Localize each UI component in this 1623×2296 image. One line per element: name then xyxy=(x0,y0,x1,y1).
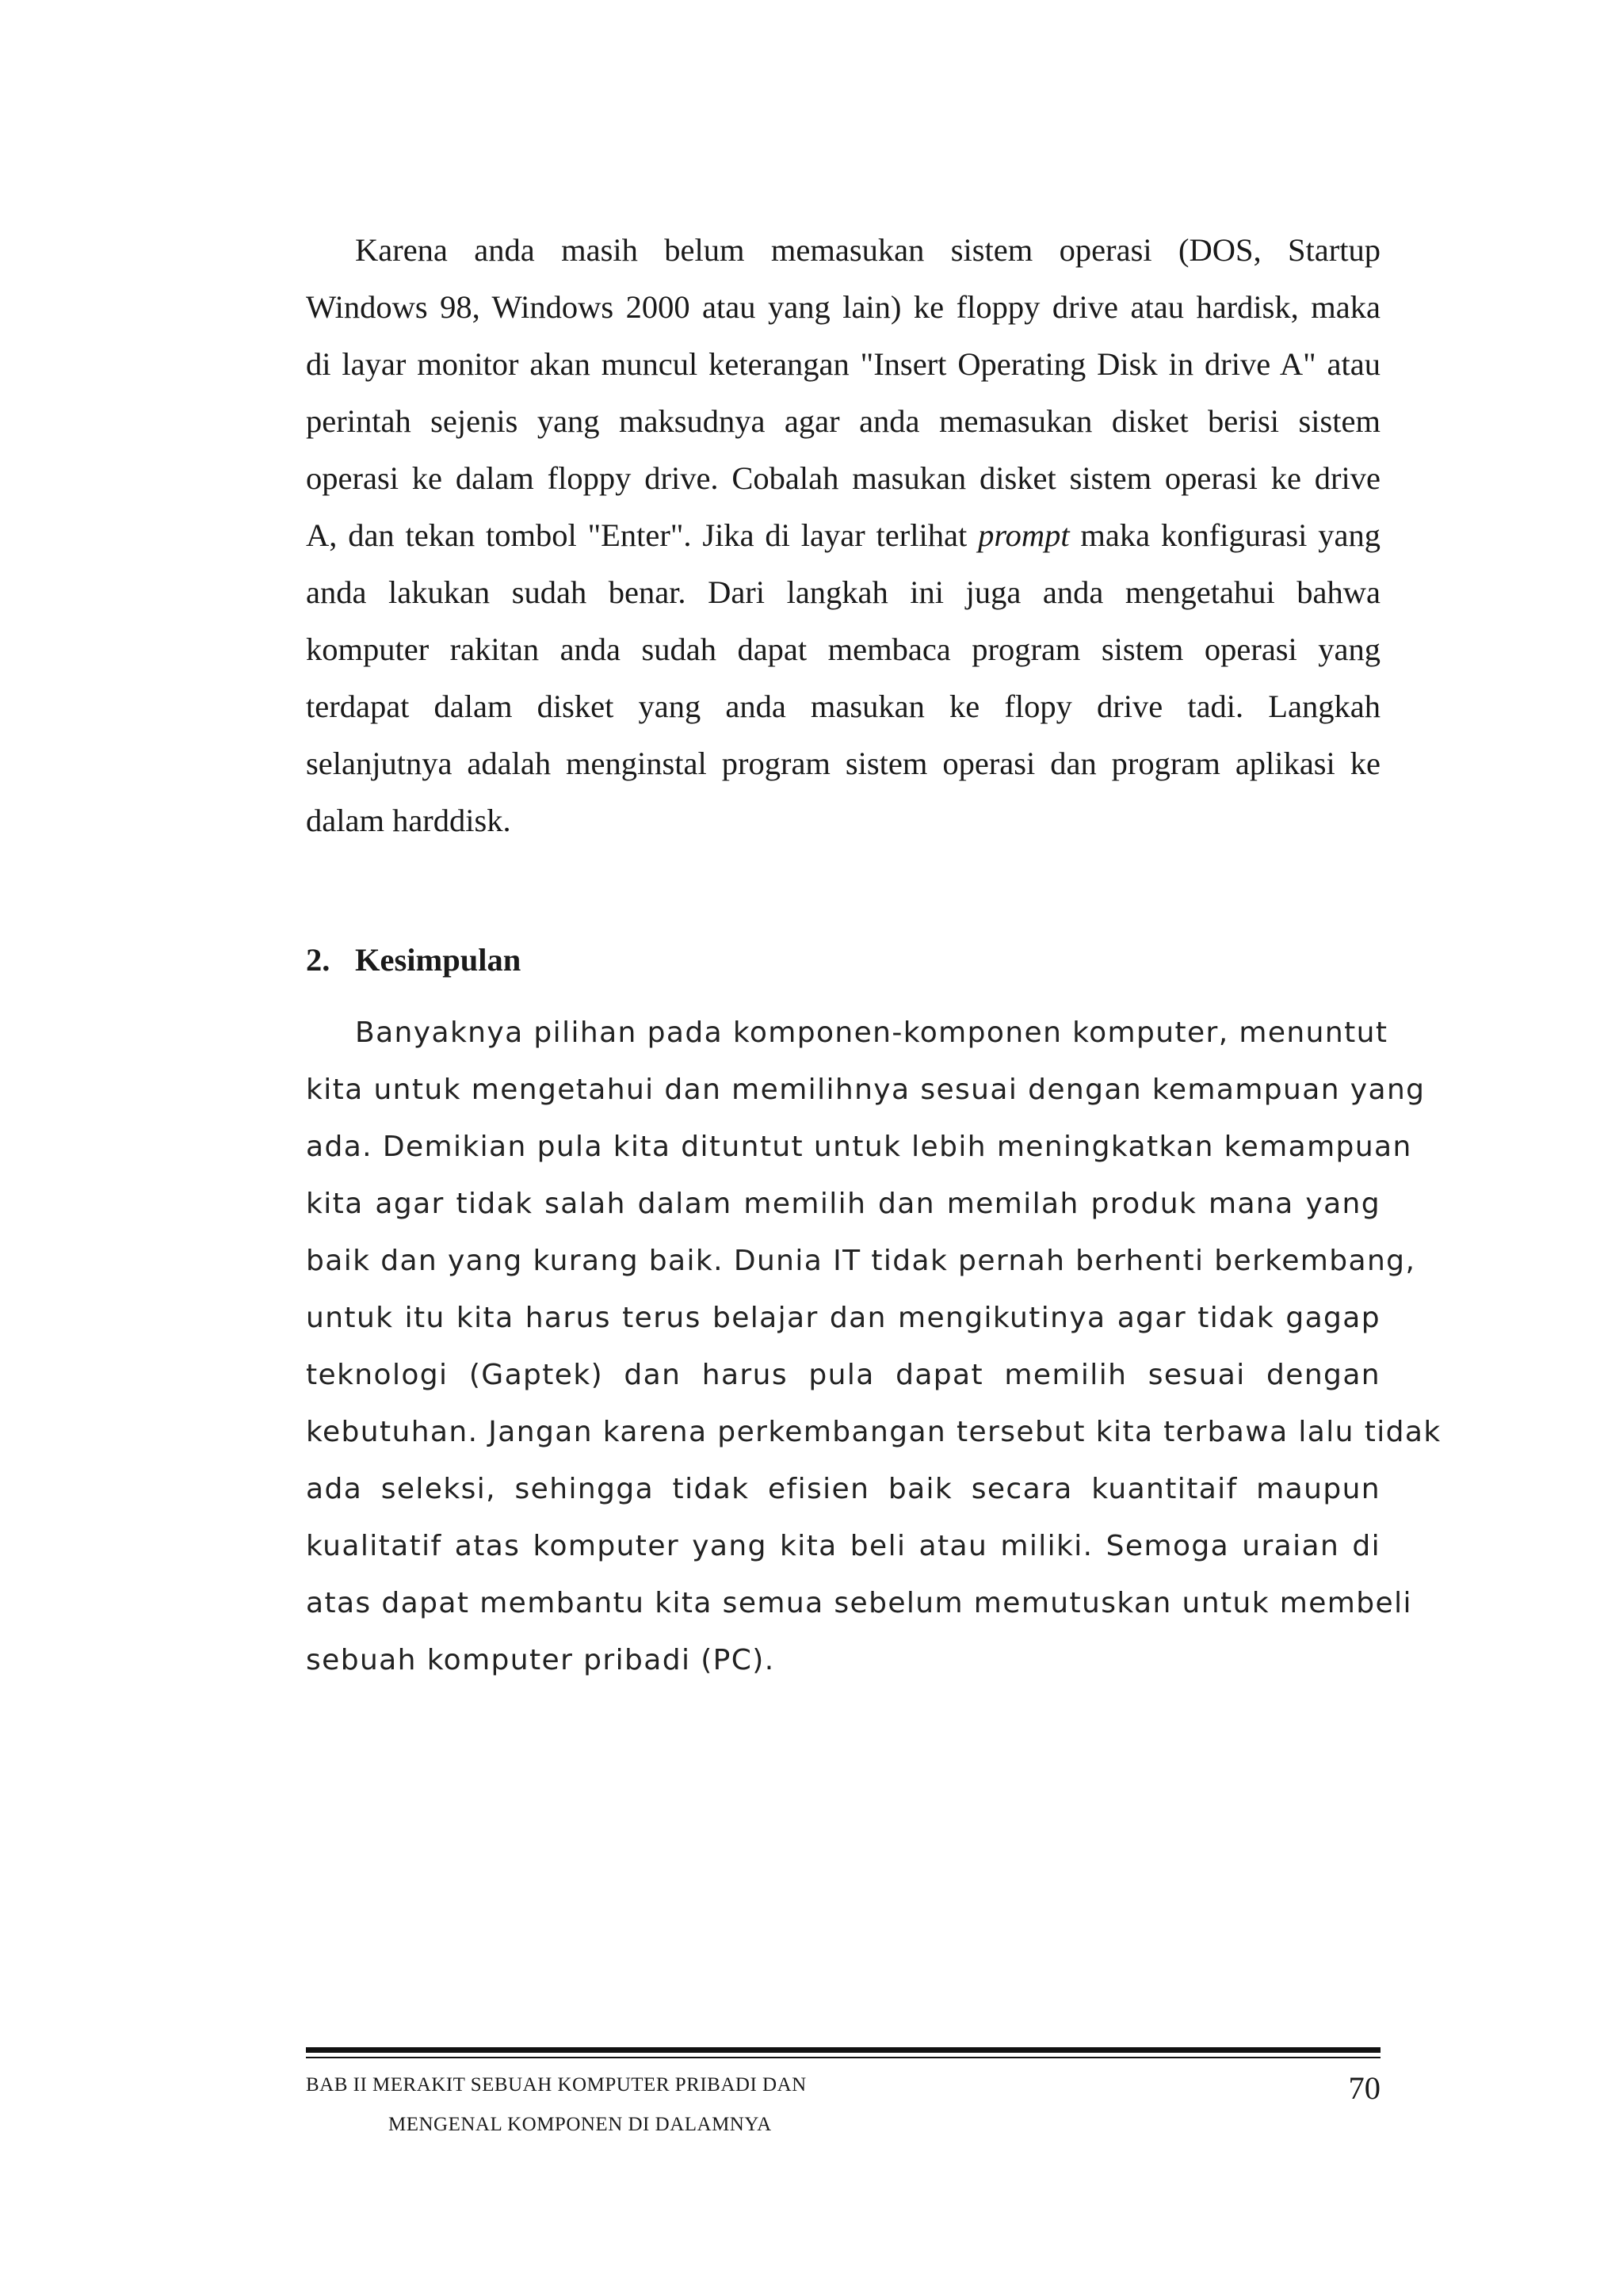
body-paragraph-2 xyxy=(306,1005,1442,1689)
line-text-before: A, dan tekan tombol "Enter". Jika di layar terlihat xyxy=(306,517,979,553)
footer-divider-thin xyxy=(306,2057,1381,2058)
paragraph-line: Banyaknya pilihan pada komponen-komponen komputer, menuntut xyxy=(355,1016,1388,1049)
section-title: Kesimpulan xyxy=(355,942,521,978)
paragraph-line: Karena anda masih belum memasukan sistem operasi (DOS, Startup xyxy=(355,232,1381,268)
paragraph-line: perintah sejenis yang maksudnya agar anda memasukan disket berisi sistem xyxy=(306,403,1381,439)
paragraph-line: anda lakukan sudah benar. Dari langkah ini juga anda mengetahui bahwa xyxy=(306,574,1381,610)
paragraph-line: atas dapat membantu kita semua sebelum memutuskan untuk membeli xyxy=(306,1587,1412,1619)
footer-chapter-title: BAB II MERAKIT SEBUAH KOMPUTER PRIBADI DAN xyxy=(306,2074,807,2096)
paragraph-line: teknologi (Gaptek) dan harus pula dapat memilih sesuai dengan xyxy=(306,1359,1381,1391)
paragraph-line: operasi ke dalam floppy drive. Cobalah masukan disket sistem operasi ke drive xyxy=(306,460,1381,496)
footer-divider-thick xyxy=(306,2047,1381,2053)
page-number: 70 xyxy=(1348,2070,1381,2106)
body-paragraph-1 xyxy=(306,222,1381,849)
paragraph-line: sebuah komputer pribadi (PC). xyxy=(306,1644,775,1676)
paragraph-line-with-italic xyxy=(306,507,1381,564)
paragraph-line: terdapat dalam disket yang anda masukan ke flopy drive tadi. Langkah xyxy=(306,688,1381,724)
paragraph-line: Windows 98, Windows 2000 atau yang lain) ke floppy drive atau hardisk, maka xyxy=(306,289,1381,325)
line-text-after: maka konfigurasi yang xyxy=(1069,517,1381,553)
paragraph-line: kita agar tidak salah dalam memilih dan memilah produk mana yang xyxy=(306,1188,1381,1220)
paragraph-line: baik dan yang kurang baik. Dunia IT tidak pernah berhenti berkembang, xyxy=(306,1245,1416,1277)
paragraph-line: kualitatif atas komputer yang kita beli atau miliki. Semoga uraian di xyxy=(306,1530,1381,1562)
paragraph-line: kebutuhan. Jangan karena perkembangan tersebut kita terbawa lalu tidak xyxy=(306,1416,1442,1448)
paragraph-line: selanjutnya adalah menginstal program sistem operasi dan program aplikasi ke xyxy=(306,746,1381,781)
paragraph-line: ada. Demikian pula kita dituntut untuk lebih meningkatkan kemampuan xyxy=(306,1131,1412,1163)
italic-term: prompt xyxy=(978,517,1070,553)
section-number: 2. xyxy=(306,942,330,978)
paragraph-line: ada seleksi, sehingga tidak efisien baik secara kuantitaif maupun xyxy=(306,1473,1381,1505)
paragraph-line: kita untuk mengetahui dan memilihnya sesuai dengan kemampuan yang xyxy=(306,1074,1426,1106)
section-heading xyxy=(306,941,521,978)
footer-chapter-subtitle: MENGENAL KOMPONEN DI DALAMNYA xyxy=(388,2114,772,2135)
paragraph-line: dalam harddisk. xyxy=(306,803,511,838)
paragraph-line: di layar monitor akan muncul keterangan "Insert Operating Disk in drive A" atau xyxy=(306,346,1381,382)
paragraph-line: untuk itu kita harus terus belajar dan mengikutinya agar tidak gagap xyxy=(306,1302,1381,1334)
paragraph-line: komputer rakitan anda sudah dapat membaca program sistem operasi yang xyxy=(306,631,1381,667)
